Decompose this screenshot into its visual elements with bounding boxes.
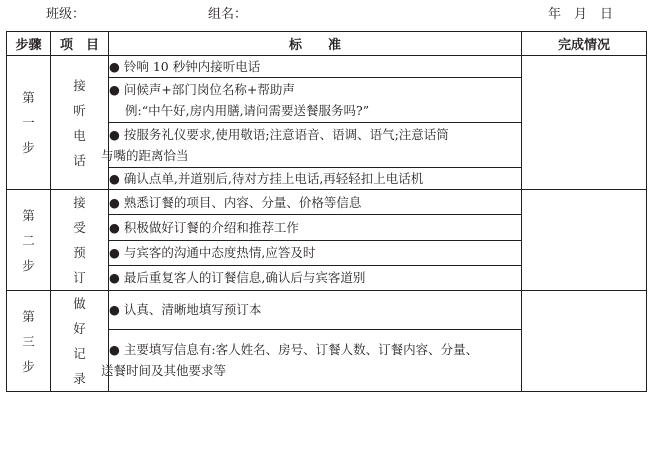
column-header-standard: 标 准 bbox=[109, 32, 522, 56]
standard-text: ● 最后重复客人的订餐信息,确认后与宾客道别 bbox=[109, 270, 366, 286]
item-char: 做 bbox=[73, 296, 86, 311]
standard-text: ● 按服务礼仪要求,使用敬语;注意语音、语调、语气;注意话筒 bbox=[109, 127, 449, 142]
item-char: 受 bbox=[73, 220, 86, 235]
standard-text: 与嘴的距离恰当 bbox=[101, 148, 189, 163]
item-char: 话 bbox=[73, 152, 86, 168]
table-row bbox=[7, 56, 647, 78]
standard-text: ● 铃响 10 秒钟内接听电话 bbox=[109, 59, 261, 74]
step-char: 第 bbox=[22, 90, 35, 105]
completion-cell-2[interactable] bbox=[522, 190, 647, 291]
standard-cell bbox=[109, 265, 522, 290]
step-char: 三 bbox=[22, 333, 35, 349]
step-char: 第 bbox=[22, 308, 35, 324]
standard-text: ● 熟悉订餐的项目、内容、分量、价格等信息 bbox=[109, 194, 362, 210]
standard-cell bbox=[109, 215, 522, 240]
standard-cell bbox=[109, 168, 522, 190]
item-char: 记 bbox=[73, 346, 86, 361]
standard-cell bbox=[101, 123, 522, 168]
standard-cell bbox=[109, 190, 522, 215]
item-char: 订 bbox=[73, 270, 86, 285]
step-char: 步 bbox=[22, 257, 35, 273]
step-char: 步 bbox=[22, 140, 35, 155]
standard-text: ● 认真、清晰地填写预订本 bbox=[109, 302, 262, 318]
completion-cell-1[interactable] bbox=[522, 56, 647, 190]
step-char: 一 bbox=[22, 115, 35, 130]
item-char: 好 bbox=[73, 321, 86, 336]
table-row bbox=[7, 291, 647, 330]
standard-cell bbox=[109, 240, 522, 265]
column-header-completion: 完成情况 bbox=[522, 32, 647, 56]
table-row bbox=[7, 190, 647, 215]
step-cell-1 bbox=[7, 56, 51, 190]
standard-text: ● 与宾客的沟通中态度热情,应答及时 bbox=[109, 245, 316, 261]
standard-text: ● 主要填写信息有:客人姓名、房号、订餐人数、订餐内容、分量、 bbox=[109, 342, 479, 358]
item-char: 听 bbox=[73, 102, 86, 118]
standard-text: ● 问候声+部门岗位名称+帮助声 bbox=[109, 82, 295, 97]
completion-cell-3[interactable] bbox=[522, 291, 647, 392]
date-label: 年 月 日 bbox=[548, 7, 614, 22]
step-char: 第 bbox=[22, 207, 35, 223]
standard-text: ● 积极做好订餐的介绍和推荐工作 bbox=[109, 219, 299, 235]
item-cell-1 bbox=[51, 56, 109, 190]
column-header-step: 步骤 bbox=[7, 32, 51, 56]
standard-cell bbox=[109, 78, 522, 123]
standard-text: 送餐时间及其他要求等 bbox=[101, 363, 227, 379]
step-char: 二 bbox=[22, 232, 35, 248]
service-procedure-table bbox=[6, 31, 647, 392]
item-char: 录 bbox=[73, 371, 86, 386]
column-header-item: 项 目 bbox=[51, 32, 109, 56]
step-cell-3 bbox=[7, 291, 51, 392]
sheet-header bbox=[0, 6, 653, 24]
item-char: 电 bbox=[73, 127, 86, 143]
standard-text: ● 确认点单,并道别后,待对方挂上电话,再轻轻扣上电话机 bbox=[109, 171, 424, 186]
standard-cell bbox=[109, 291, 522, 330]
standard-cell bbox=[101, 329, 522, 391]
item-char: 接 bbox=[73, 77, 86, 93]
standard-text: 例:“中午好,房内用膳,请问需要送餐服务吗?” bbox=[125, 103, 370, 118]
item-char: 接 bbox=[73, 195, 86, 210]
step-char: 步 bbox=[22, 358, 35, 374]
item-cell-2 bbox=[51, 190, 109, 291]
table-header-row bbox=[7, 32, 647, 56]
item-char: 预 bbox=[73, 245, 86, 260]
step-cell-2 bbox=[7, 190, 51, 291]
group-label: 组名： bbox=[208, 7, 248, 22]
class-label: 班级： bbox=[46, 7, 86, 22]
item-cell-3 bbox=[51, 291, 109, 392]
standard-cell bbox=[109, 56, 522, 78]
